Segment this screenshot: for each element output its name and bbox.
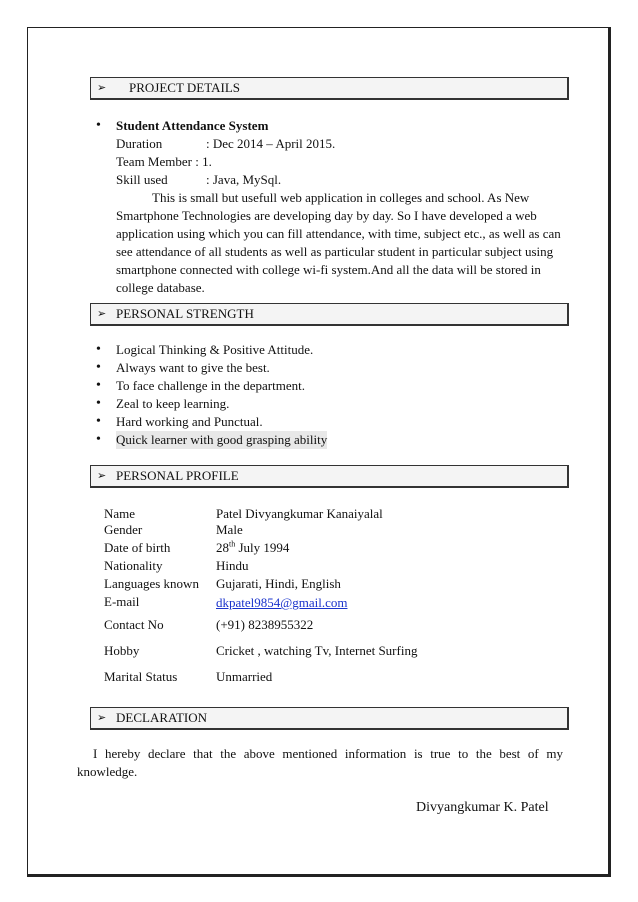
email-link[interactable]: dkpatel9854@gmail.com — [216, 595, 348, 610]
profile-value-hobby: Cricket , watching Tv, Internet Surfing — [216, 643, 418, 658]
section-title: PERSONAL STRENGTH — [116, 306, 254, 321]
profile-value-nationality: Hindu — [216, 558, 249, 573]
profile-label-marital-status: Marital Status — [104, 669, 178, 684]
section-header-personal-profile — [90, 465, 569, 488]
bullet-icon: • — [96, 432, 101, 447]
bullet-icon: • — [96, 396, 101, 411]
duration-value: : Dec 2014 – April 2015. — [206, 136, 336, 151]
profile-value-dob: 28th July 1994 — [216, 539, 290, 555]
profile-value-marital-status: Unmarried — [216, 669, 273, 684]
profile-label-languages: Languages known — [104, 576, 199, 591]
duration-label: Duration — [116, 136, 163, 151]
arrowhead-marker-icon: ➢ — [97, 712, 107, 724]
bullet-icon: • — [96, 378, 101, 393]
strength-item: Quick learner with good grasping ability — [116, 432, 328, 447]
profile-value-contact: (+91) 8238955322 — [216, 617, 314, 632]
profile-label-nationality: Nationality — [104, 558, 163, 573]
profile-value-name: Patel Divyangkumar Kanaiyalal — [216, 506, 383, 521]
project-title: Student Attendance System — [116, 118, 269, 133]
strength-item: Hard working and Punctual. — [116, 414, 263, 429]
arrowhead-marker-icon: ➢ — [97, 308, 107, 320]
arrowhead-marker-icon: ➢ — [97, 82, 107, 94]
project-entry — [116, 117, 564, 297]
bullet-icon: • — [96, 118, 101, 133]
arrowhead-marker-icon: ➢ — [97, 470, 107, 482]
strength-item: Logical Thinking & Positive Attitude. — [116, 342, 314, 357]
skill-label: Skill used — [116, 172, 168, 187]
strength-item: Zeal to keep learning. — [116, 396, 230, 411]
profile-label-email: E-mail — [104, 594, 140, 609]
profile-label-hobby: Hobby — [104, 643, 140, 658]
profile-value-gender: Male — [216, 522, 243, 537]
project-description: This is small but usefull web application in colleges and school. As New Smartphone Technologies are developing day by day. So I have developed a web application using which you can fill attendance, with time, subject etc., as well as can see attendance of all students as well as particular student in particular subject using smartphone connected with college wi-fi system.And all the data will be stored in college database. — [116, 190, 561, 295]
profile-value-languages: Gujarati, Hindi, English — [216, 576, 341, 591]
section-header-declaration — [90, 707, 569, 730]
strength-item: To face challenge in the department. — [116, 378, 305, 393]
team-member: Team Member : 1. — [116, 154, 212, 169]
bullet-icon: • — [96, 414, 101, 429]
profile-label-dob: Date of birth — [104, 540, 171, 555]
section-title: PERSONAL PROFILE — [116, 468, 239, 483]
project-skill-row — [116, 171, 564, 189]
profile-label-gender: Gender — [104, 522, 143, 537]
section-title: DECLARATION — [116, 710, 207, 725]
section-title: PROJECT DETAILS — [129, 80, 241, 95]
declaration-text: I hereby declare that the above mentioned information is true to the best of my knowledge. — [77, 746, 563, 779]
profile-label-name: Name — [104, 506, 136, 521]
signature-name: Divyangkumar K. Patel — [416, 800, 549, 815]
bullet-icon: • — [96, 360, 101, 375]
section-header-project-details — [90, 77, 569, 100]
strength-item: Always want to give the best. — [116, 360, 270, 375]
section-header-personal-strength — [90, 303, 569, 326]
profile-label-contact: Contact No — [104, 617, 164, 632]
project-duration-row — [116, 135, 564, 153]
skill-value: : Java, MySql. — [206, 172, 282, 187]
bullet-icon: • — [96, 342, 101, 357]
